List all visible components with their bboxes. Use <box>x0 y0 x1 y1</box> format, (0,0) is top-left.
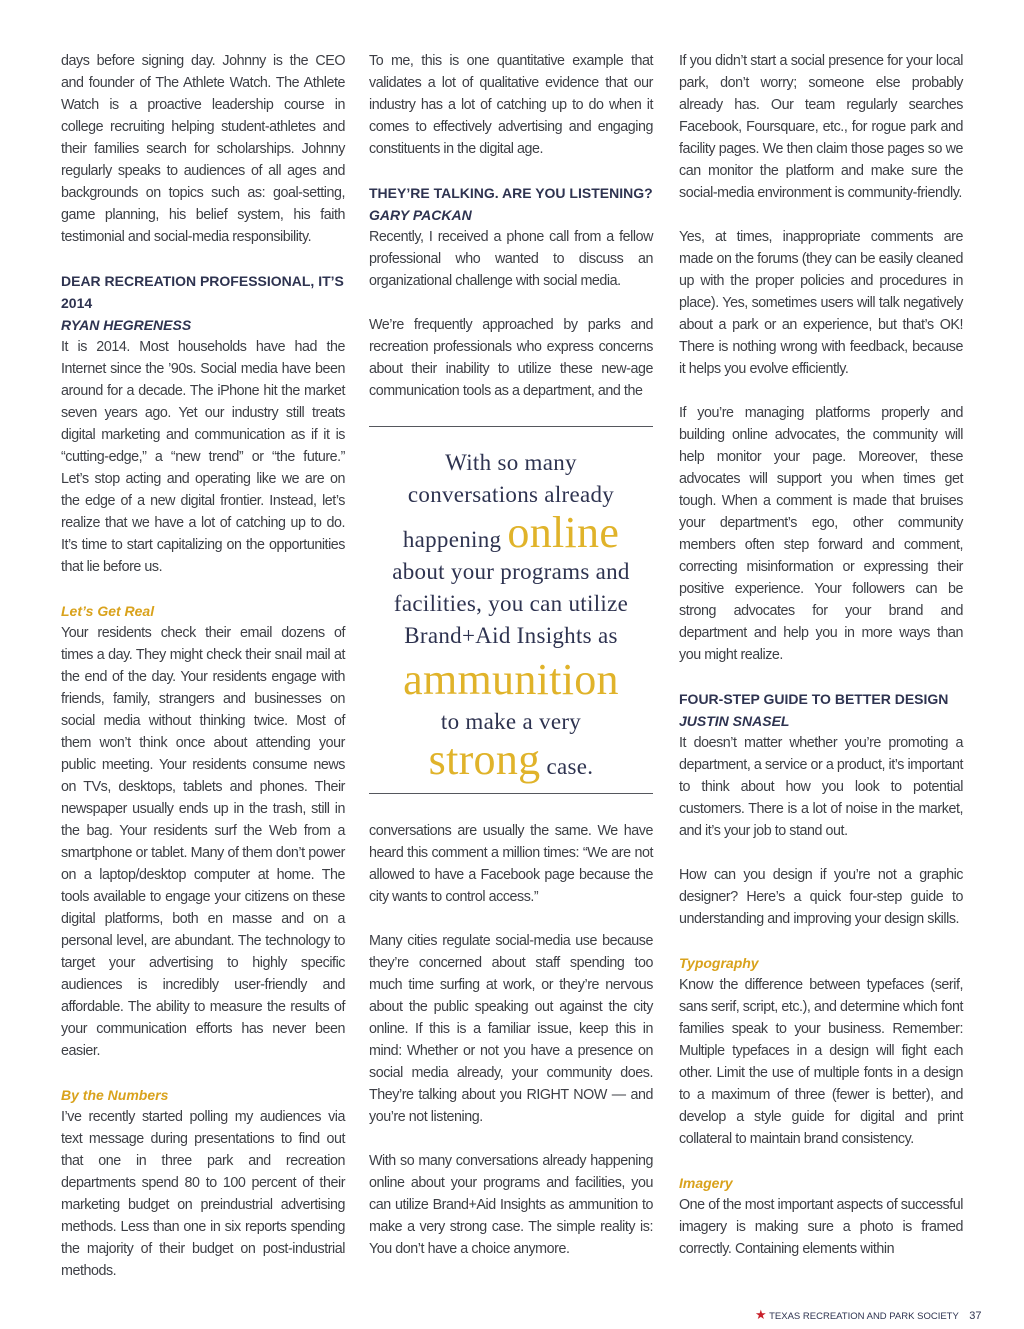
pull-quote-line: facilities, you can utilize <box>393 591 629 616</box>
pull-quote-text: happening <box>402 527 502 552</box>
pull-quote-line: Brand+Aid Insights as <box>404 623 618 648</box>
paragraph-conversations-same: conversations are usually the same. We have heard this comment a million times: “We are not allowed to have a Facebook page because the city wants to control access.” <box>369 823 653 905</box>
subheading-typography: Typography <box>679 955 759 971</box>
author-ryan-hegreness: RYAN HEGRENESS <box>61 317 192 333</box>
paragraph-imagery: One of the most important aspects of successful imagery is making sure a photo is framed correctly. Containing elements within <box>679 1197 963 1257</box>
paragraph-typography: Know the difference between typefaces (serif, sans serif, script, etc.), and determine which font families speak to your business. Remember: Multiple typefaces in a design will fight each other. Limit the use of multiple fonts in a design to a maximum of three (fewer is better), and develop a style guide for digital and print collateral to maintain brand consistency. <box>679 977 963 1147</box>
heading-four-step-guide: FOUR-STEP GUIDE TO BETTER DESIGN <box>679 691 949 707</box>
subheading-lets-get-real: Let’s Get Real <box>61 603 155 619</box>
paragraph-so-many-conversations: With so many conversations already happening online about your programs and facilities, you can utilize Brand+Aid Insights as ammunition to make a very strong case. The simple reality is: You don’t have a choice anymore. <box>369 1153 653 1257</box>
pull-quote-text: case. <box>546 754 594 779</box>
pull-quote-line: conversations already <box>407 482 615 507</box>
paragraph-intro: days before signing day. Johnny is the CEO and founder of The Athlete Watch. The Athlete Watch is a proactive leadership course in college recruiting helping student-athletes and their families search for scholarships. Johnny regularly speaks to audiences of all ages and backgrounds on topics such as: goal-setting, game planning, his belief system, his faith testimonial and social-media responsibility. <box>61 53 345 245</box>
pull-quote-line: With so many <box>445 450 577 475</box>
author-justin-snasel: JUSTIN SNASEL <box>679 713 790 729</box>
paragraph-doesnt-matter: It doesn’t matter whether you’re promoting a department, a service or a product, it’s important to think about how you look to potential customers. There is a lot of noise in the market, and it’s your job to stand out. <box>679 735 963 839</box>
page-footer <box>755 1308 995 1324</box>
pull-quote-line: about your programs and <box>392 559 630 584</box>
star-icon: ★ <box>755 1307 767 1322</box>
paragraph-approached: We’re frequently approached by parks and recreation professionals who express concerns about their inability to utilize these new-age communication tools as a department, and the <box>369 317 653 399</box>
author-gary-packan: GARY PACKAN <box>369 207 472 223</box>
column-1 <box>61 50 345 1282</box>
pull-quote-emphasis-online: online <box>507 508 620 557</box>
subheading-imagery: Imagery <box>679 1175 733 1191</box>
heading-theyre-talking: THEY’RE TALKING. ARE YOU LISTENING? <box>369 185 653 201</box>
pull-quote-line <box>369 508 653 557</box>
subheading-by-the-numbers: By the Numbers <box>61 1087 169 1103</box>
paragraph-social-presence: If you didn’t start a social presence for your local park, don’t worry; someone else probably already has. Our team regularly searches Facebook, Foursquare, etc., for rogue park and facility pages. We then claim those pages so we can monitor the platform and make sure the social-media environment is community-friendly. <box>679 53 963 201</box>
paragraph-managing-platforms: If you’re managing platforms properly and building online advocates, the community will help monitor your page. Moreover, these advocates will support you when times get tough. When a comment is made that bruises your department’s ego, other community members often step forward and comment, correcting misinformation or expressing their positive experience. Your followers can be strong advocates for your brand and department and help you in more ways than you might realize. <box>679 405 963 663</box>
column-2-top <box>369 50 653 402</box>
pull-quote <box>369 426 653 794</box>
heading-dear-recreation-professional: DEAR RECREATION PROFESSIONAL, IT’S 2014 <box>61 273 344 311</box>
column-3 <box>679 50 963 1260</box>
paragraph-2014: It is 2014. Most households have had the Internet since the ’90s. Social media have been around for a decade. The iPhone hit the market seven years ago. Yet our industry still treats digital marketing and communication as if it is “cutting-edge,” a “new trend” or “the future.” Let’s stop acting and operating like we are on the edge of a new digital frontier. Instead, let’s realize that we have a lot of catching up to do. It’s time to start capitalizing on the opportunities that lie before us. <box>61 339 345 575</box>
page-number: 37 <box>969 1310 982 1322</box>
paragraph-cities-regulate: Many cities regulate social-media use because they’re concerned about staff spending too much time surfing at work, or they’re nervous about the public speaking out against the city online. If this is a familiar issue, keep this in mind: Whether or not you have a presence on social media already, your community does. They’re talking about you RIGHT NOW — and you’re not listening. <box>369 933 653 1125</box>
column-2-bottom <box>369 820 653 1260</box>
publication-name: TEXAS RECREATION AND PARK SOCIETY <box>769 1311 959 1322</box>
pull-quote-line <box>369 735 653 784</box>
pull-quote-emphasis-ammunition: ammunition <box>403 655 619 704</box>
pull-quote-emphasis-strong: strong <box>428 735 541 784</box>
paragraph-quantitative: To me, this is one quantitative example that validates a lot of qualitative evidence that our industry has a lot of catching up to do when it comes to effectively advertising and engaging constituents in the digital age. <box>369 53 653 157</box>
paragraph-by-the-numbers: I’ve recently started polling my audiences via text message during presentations to find out that one in three park and recreation departments spend 80 to 100 percent of their marketing budget on preindustrial advertising methods. Less than one in six reports spending the majority of their budget on post-industrial methods. <box>61 1109 345 1279</box>
paragraph-phone-call: Recently, I received a phone call from a fellow professional who wanted to discuss an organizational challenge with social media. <box>369 229 653 289</box>
pull-quote-line: to make a very <box>440 709 582 734</box>
paragraph-how-can-you-design: How can you design if you’re not a graphic designer? Here’s a quick four-step guide to understanding and improving your design skills. <box>679 867 963 927</box>
paragraph-lets-get-real: Your residents check their email dozens of times a day. They might check their snail mail at the end of the day. Your residents engage with friends, family, strangers and businesses on social media without thinking twice. Most of them won’t think once about attending your public meeting. Your residents consume news on TVs, desktops, tablets and phones. Their newspaper usually ends up in the trash, still in the bag. Your residents surf the Web from a smartphone or tablet. Many of them don’t power on a laptop/desktop computer at home. The tools available to engage your citizens on these digital platforms, both en masse and on a personal level, are abundant. The technology to target your advertising to highly specific audiences is incredibly user-friendly and affordable. The ability to measure the results of your communication efforts has never been easier. <box>61 625 345 1059</box>
paragraph-inappropriate-comments: Yes, at times, inappropriate comments are made on the forums (they can be easily cleaned up with the proper policies and procedures in place). Yes, sometimes users will talk negatively about a park or an experience, but that’s OK! There is nothing wrong with feedback, because it helps you evolve efficiently. <box>679 229 963 377</box>
